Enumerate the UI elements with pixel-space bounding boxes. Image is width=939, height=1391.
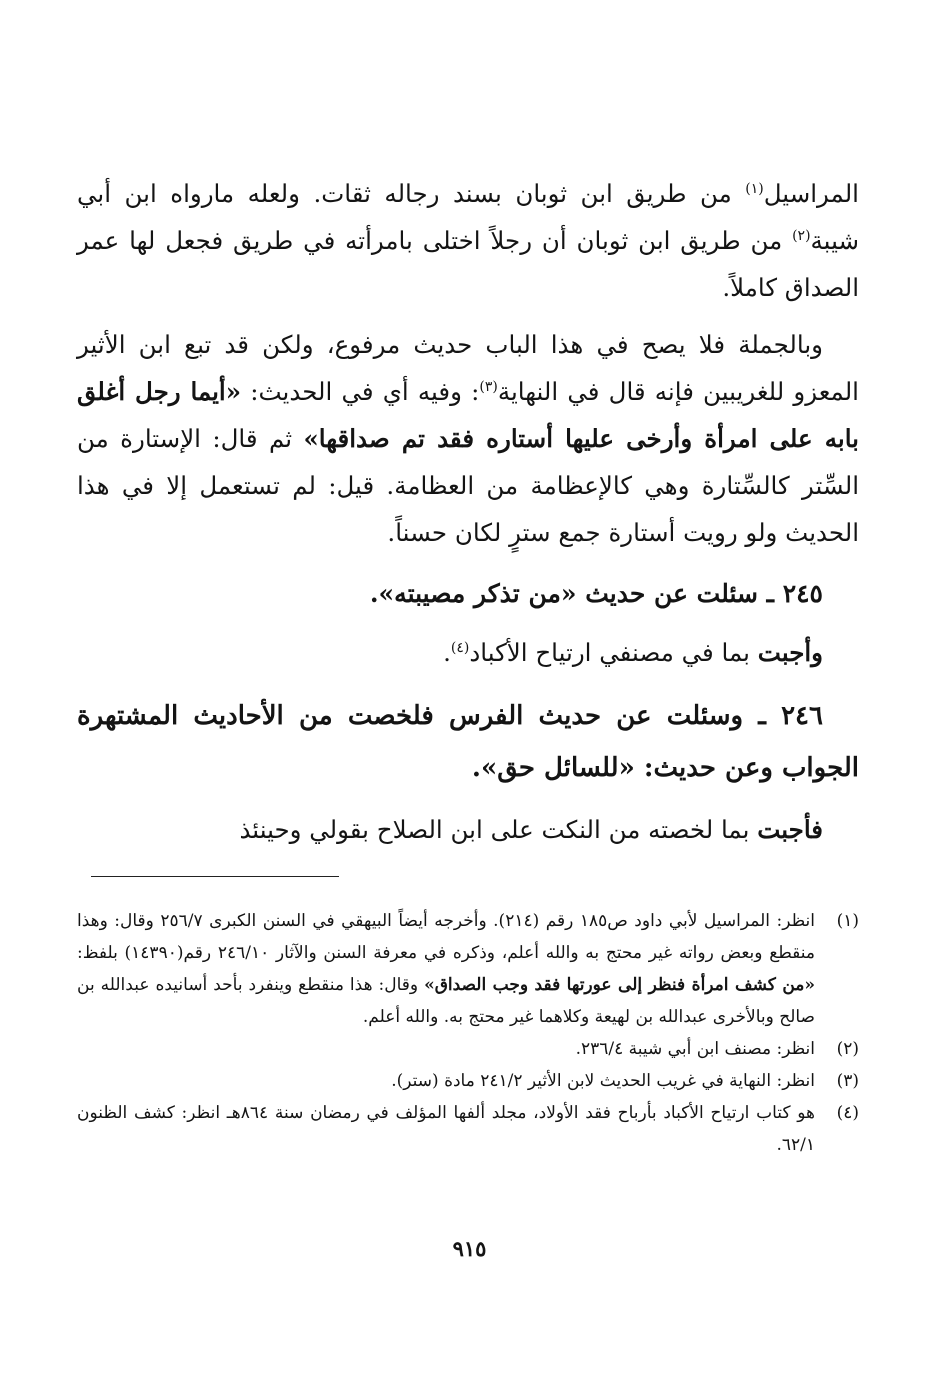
text-run: من طريق ابن ثوبان أن رجلاً اختلى بامرأته في طريق فجعل لها عمر الصداق كاملاً. [77, 226, 859, 302]
footnote-2 [77, 1033, 859, 1065]
footnote-text: هو كتاب ارتياح الأكباد بأرباح فقد الأولاد، مجلد ألفها المؤلف في رمضان سنة ٨٦٤هـ انظر: كشف الظنون ٦٢/١. [77, 1103, 816, 1155]
footnote-4 [77, 1097, 859, 1161]
footnote-ref-1[interactable]: (١) [745, 180, 764, 197]
footnote-1 [77, 905, 859, 1033]
footnote-ref-2[interactable]: (٢) [792, 227, 811, 244]
hadith-quote: «أيما رجل أغلق بابه على امرأة وأرخى عليها أستاره فقد تم صداقها» [77, 377, 859, 453]
text-run: المراسيل [763, 179, 859, 208]
footnote-number: (٢) [836, 1039, 859, 1059]
footnote-ref-3[interactable]: (٣) [479, 378, 498, 395]
text-run: وقال: هذا منقطع وينفرد بأحد أسانيده عبدالله بن صالح وبالأخرى عبدالله بن لهيعة وكلاهما غير محتج به. والله أعلم. [77, 975, 815, 1027]
footnote-ref-4[interactable]: (٤) [450, 639, 470, 656]
text-run: ثم قال: الإستارة من السِّتر كالسِّتارة وهي كالإعظامة من العظامة. قيل: لم تستعمل إلا في هذا الحديث ولو رويت أستارة جمع سترٍ لكان حسناً. [77, 424, 859, 547]
footnote-text [77, 905, 815, 1033]
footnote-number: (١) [836, 911, 859, 931]
paragraph-1 [77, 170, 859, 311]
footnote-number: (٣) [836, 1071, 859, 1091]
question-246: ٢٤٦ ـ وسئلت عن حديث الفرس فلخصت من الأحاديث المشتهرة الجواب وعن حديث: «للسائل حق». [77, 701, 859, 783]
body-text [77, 170, 859, 853]
text-run: وبالجملة فلا يصح في هذا الباب حديث مرفوع، ولكن قد تبع ابن الأثير المعزو للغريبين فإنه قال في النهاية [77, 330, 859, 406]
answer-lead: وأجبت [757, 638, 823, 667]
text-run: : وفيه أي في الحديث: [241, 377, 480, 406]
answer-245 [77, 629, 859, 676]
text-run: من طريق ابن ثوبان بسند رجاله ثقات. ولعله مارواه ابن أبي شيبة [77, 179, 859, 255]
question-245: ٢٤٥ ـ سئلت عن حديث «من تذكر مصيبته». [369, 579, 823, 608]
footnote-number: (٤) [836, 1103, 859, 1123]
footnote-text: انظر: النهاية في غريب الحديث لابن الأثير ٢٤١/٢ مادة (ستر). [391, 1071, 815, 1091]
footnotes [77, 905, 859, 1161]
text-run: بما في مصنفي ارتياح الأكباد [469, 638, 758, 667]
answer-lead: فأجبت [757, 815, 823, 844]
footnote-3 [77, 1065, 859, 1097]
text-run: انظر: المراسيل لأبي داود ص١٨٥ رقم (٢١٤). وأخرجه أيضاً البيهقي في السنن الكبرى ٢٥٦/٧ وقال: وهذا منقطع وبعض رواته غير محتج به والله أعلم، وذكره في معرفة السنن والآثار ٢٤٦/١٠ رقم(١٤٣٩٠) بلفظ: [77, 911, 816, 963]
page-number: ٩١٥ [452, 1236, 487, 1261]
paragraph-2 [77, 321, 859, 556]
main-text [77, 170, 859, 863]
hadith-quote: «من كشف امرأة فنظر إلى عورتها فقد وجب الصداق» [424, 975, 815, 995]
answer-246 [77, 806, 859, 853]
text-run: بما لخصته من النكت على ابن الصلاح بقولي وحينئذ [239, 815, 758, 844]
footnote-text: انظر: مصنف ابن أبي شيبة ٢٣٦/٤. [575, 1039, 815, 1059]
text-run: . [443, 638, 451, 667]
footnote-divider [91, 876, 339, 877]
